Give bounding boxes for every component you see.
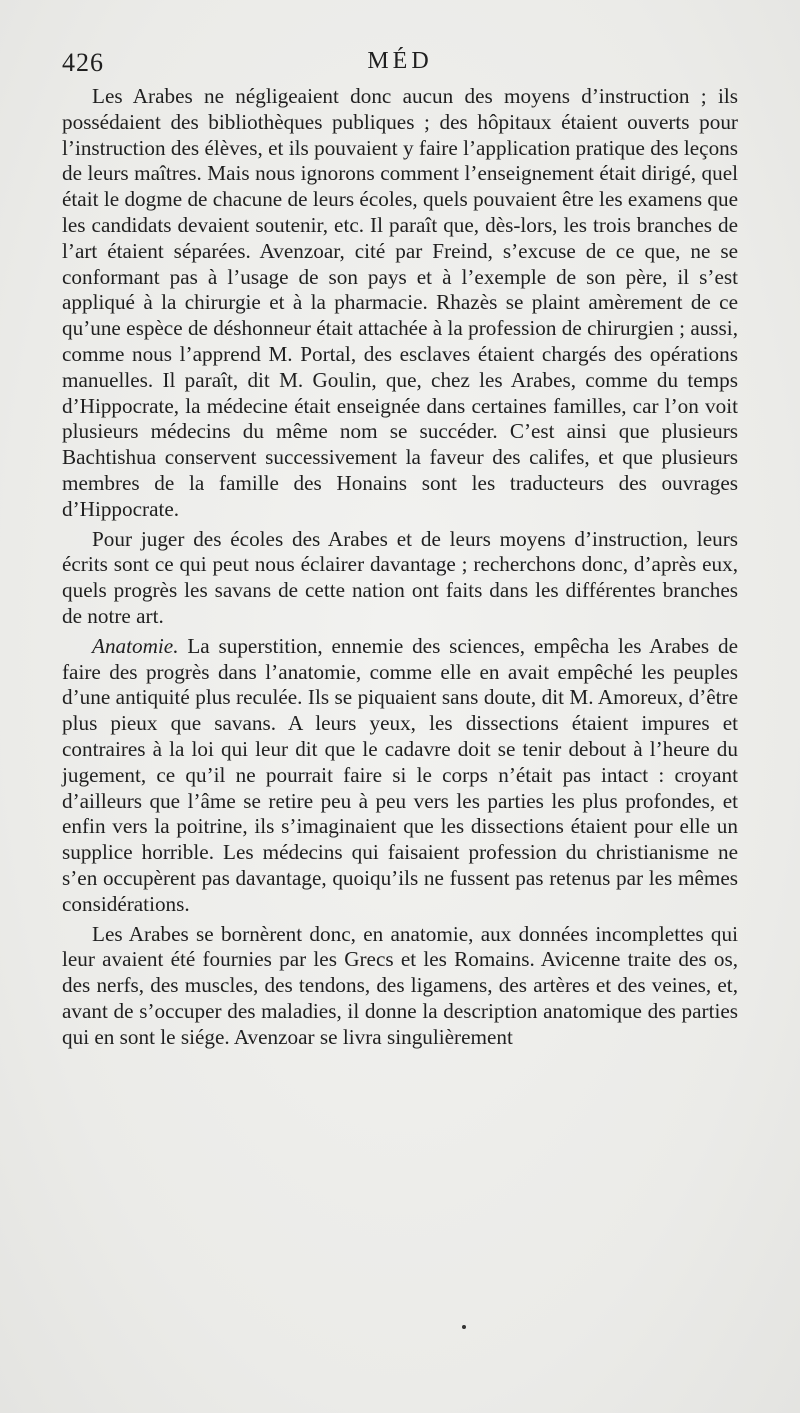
print-speck (462, 1325, 466, 1329)
paragraph-4 (62, 922, 738, 1051)
paragraph-text: La superstition, ennemie des sciences, empêcha les Arabes de faire des progrès dans l’anatomie, comme elle en avait empêché les peuples d’une antiquité plus reculée. Ils se piquaient sans doute, dit M. Amoreux, d’être plus pieux que savans. A leurs yeux, les dissections étaient impures et contraires à la loi qui leur dit que le cadavre doit se tenir debout à l’heure du jugement, ce qu’il ne pourrait faire si le corps n’était pas intact : croyant d’ailleurs que l’âme se retire peu à peu vers les parties les plus profondes, et enfin vers la poitrine, ils s’imaginaient que les dissections étaient pour elle un supplice horrible. Les médecins qui faisaient profession du christianisme ne s’en occupèrent pas davantage, quoiqu’ils ne fussent pas retenus par les mêmes considérations. (62, 633, 738, 916)
paragraph-3-anatomie (62, 634, 738, 918)
paragraph-text: Pour juger des écoles des Arabes et de leurs moyens d’instruction, leurs écrits sont ce qui peut nous éclairer davantage ; recherchons donc, d’après eux, quels progrès les savans de cette nation ont faits dans les différentes branches de notre art. (62, 526, 738, 628)
paragraph-text: Les Arabes se bornèrent donc, en anatomie, aux données incomplettes qui leur avaient été fournies par les Grecs et les Romains. Avicenne traite des os, des nerfs, des muscles, des tendons, des ligamens, des artères et des veines, et, avant de s’occuper des maladies, il donne la description anatomique des parties qui en sont le siége. Avenzoar se livra singulièrement (62, 921, 738, 1049)
section-heading-anatomie: Anatomie. (92, 633, 179, 658)
paragraph-1 (62, 84, 738, 523)
page-header (62, 48, 738, 80)
body-text (62, 84, 738, 1050)
paragraph-text: Les Arabes ne négligeaient donc aucun des moyens d’instruction ; ils possédaient des bibliothèques publiques ; des hôpitaux étaient ouverts pour l’instruction des élèves, et ils pouvaient y faire l’application pratique des leçons de leurs maîtres. Mais nous ignorons comment l’enseignement était dirigé, quel était le dogme de chacune de leurs écoles, quels pouvaient être les examens que les candidats devaient soutenir, etc. Il paraît que, dès-lors, les trois branches de l’art étaient séparées. Avenzoar, cité par Freind, s’excuse de ce que, ne se conformant pas à l’usage de son pays et à l’exemple de son père, il s’est appliqué à la chirurgie et à la pharmacie. Rhazès se plaint amèrement de ce qu’une espèce de déshonneur était attachée à la profession de chirurgien ; aussi, comme nous l’apprend M. Portal, des esclaves étaient chargés des opérations manuelles. Il paraît, dit M. Goulin, que, chez les Arabes, comme du temps d’Hippocrate, la médecine était enseignée dans certaines familles, car l’on voit plusieurs médecins du même nom se succéder. C’est ainsi que plusieurs Bachtishua conservent successivement la faveur des califes, et que plusieurs membres de la famille des Honains sont les traducteurs des ouvrages d’Hippocrate. (62, 84, 738, 521)
running-head: MÉD (367, 48, 433, 74)
paragraph-2 (62, 527, 738, 630)
page-number: 426 (62, 48, 104, 77)
